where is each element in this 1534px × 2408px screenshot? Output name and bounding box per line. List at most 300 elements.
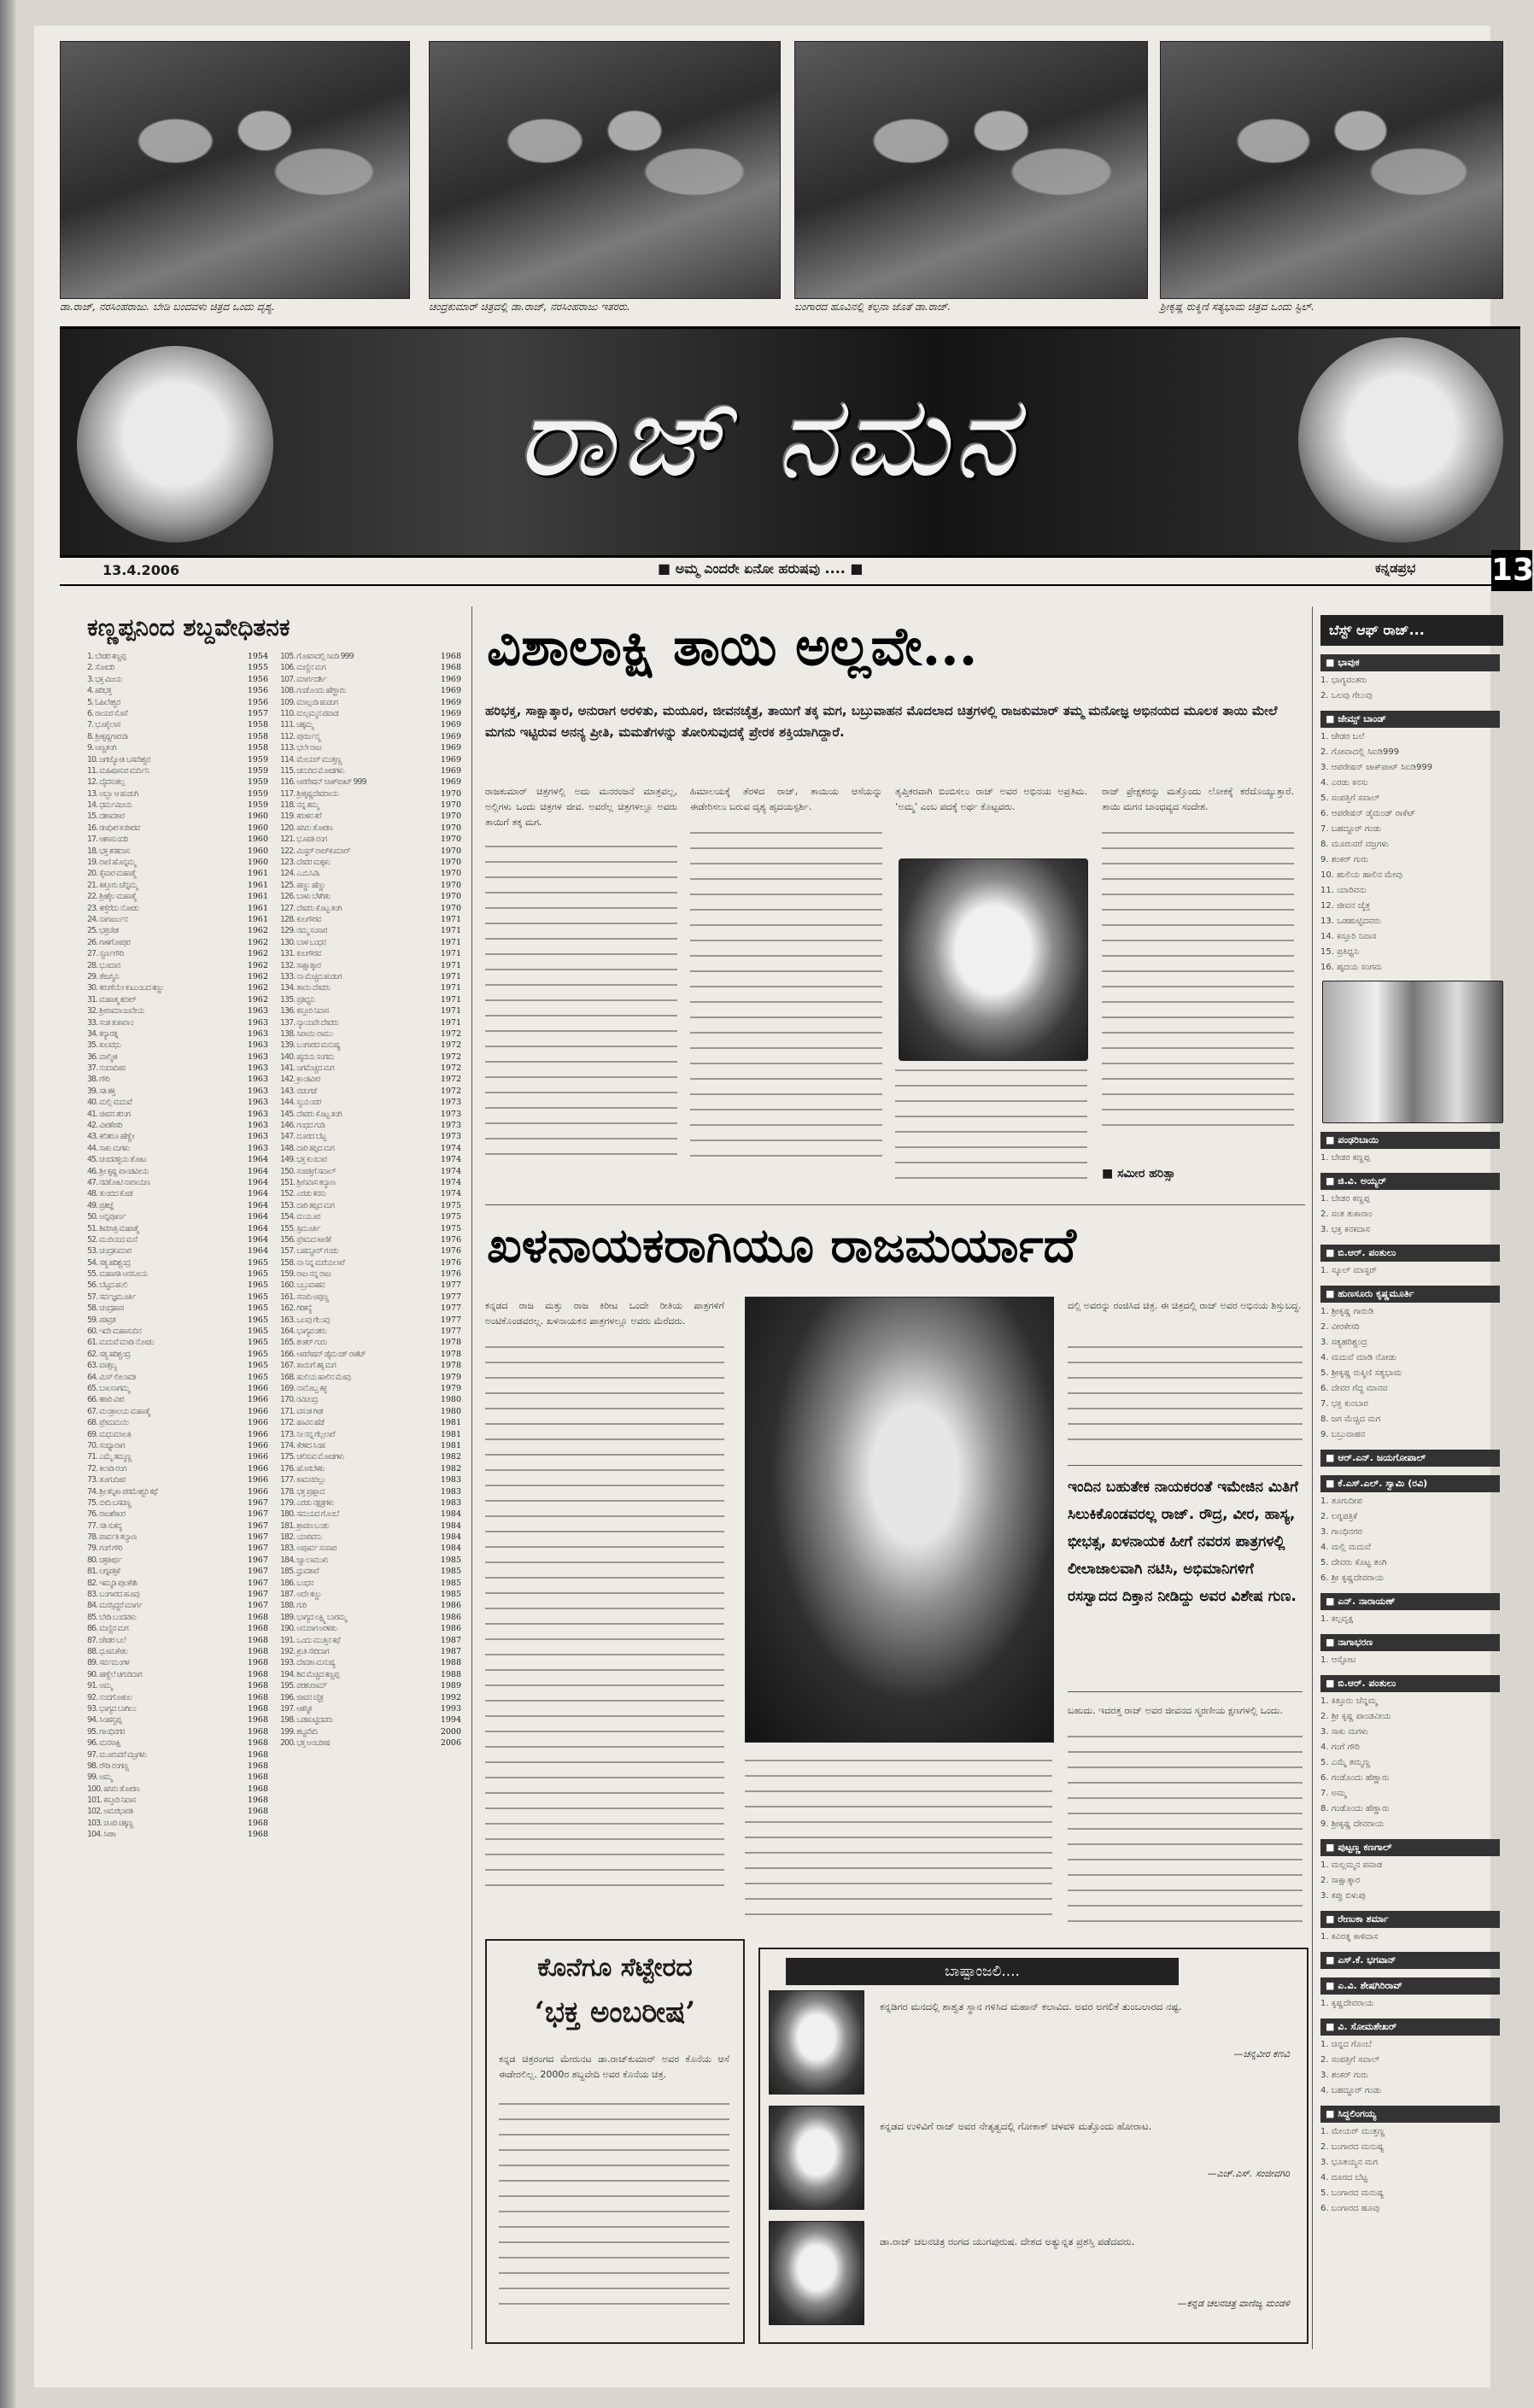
film-entry	[280, 1303, 461, 1314]
film-entry	[87, 1326, 268, 1337]
film-title: 11. ಮಹಿಷಾಸುರ ಮರ್ದಿನಿ	[87, 765, 149, 776]
section-heading: ■ ಬಿ.ಆರ್. ಪಂತುಲು	[1320, 1245, 1500, 1262]
film-year: 1988	[440, 1658, 461, 1668]
film-year: 1961	[247, 914, 268, 924]
film-year: 1988	[440, 1669, 461, 1679]
film-entry	[87, 1303, 268, 1314]
film-year: 1968	[247, 1772, 268, 1783]
film-year: 1969	[440, 731, 461, 741]
film-year: 1982	[440, 1452, 461, 1462]
film-title: 101. ಕಸ್ತೂರಿ ನಿವಾಸ	[87, 1796, 136, 1806]
film-year: 1971	[440, 994, 461, 1005]
film-title: 117. ಶ್ರೀಕೃಷ್ಣದೇವರಾಯ	[280, 788, 338, 799]
film-title: 143. ಬಿಡುಗಡೆ	[280, 1086, 317, 1096]
film-year: 1971	[440, 971, 461, 981]
film-year: 1987	[440, 1635, 461, 1645]
photo-4	[1160, 41, 1503, 299]
section-item: 7. ಬಹದ್ದೂರ್ ಗಂಡು	[1320, 824, 1382, 834]
film-title: 32. ಶ್ರೀರಾಮಾಂಜನೇಯ	[87, 1006, 144, 1017]
film-title: 79. ಗಂಗೆ ಗೌರಿ	[87, 1544, 122, 1554]
film-entry	[87, 1154, 268, 1165]
film-year: 1970	[440, 903, 461, 913]
film-entry	[87, 1463, 268, 1474]
film-title: 78. ಪಾರ್ವತಿ ಕಲ್ಯಾಣ	[87, 1532, 137, 1543]
film-year: 1963	[247, 1017, 268, 1028]
article1-byline: ■ ಸಮೀರ ಹರಿತ್ಸಾ	[1102, 1167, 1176, 1181]
film-title: 90. ಹಣ್ಣೆಲೆ ಚಿಗುರಿದಾಗ	[87, 1669, 142, 1679]
section-item: 5. ಎಮ್ಮೆ ತಮ್ಮಣ್ಣ	[1320, 1758, 1371, 1767]
film-year: 1965	[247, 1338, 268, 1348]
film-title: 48. ತುಂಬಿದ ಕೊಡ	[87, 1189, 132, 1199]
film-title: 194. ಶಿವ ಮೆಚ್ಚಿದ ಕಣ್ಣಪ್ಪ	[280, 1669, 339, 1679]
section-item: 2. ಬಂಗಾರದ ಮನುಷ್ಯ	[1320, 2142, 1385, 2152]
film-entry	[280, 880, 461, 891]
film-title: 178. ಭಕ್ತ ಪ್ರಹ್ಲಾದ	[280, 1486, 325, 1497]
film-title: 197. ಆಕಸ್ಮಿಕ	[280, 1703, 312, 1714]
film-entry	[87, 742, 268, 753]
film-entry	[280, 1292, 461, 1303]
film-title: 42. ವೀರಕೇಸರಿ	[87, 1121, 122, 1131]
section-item: 3. ಕಪ್ಪು ಬಿಳುಪು	[1320, 1891, 1366, 1901]
film-year: 1972	[440, 1040, 461, 1051]
film-year: 1966	[247, 1486, 268, 1497]
film-title: 47. ನವಕೋಟಿ ನಾರಾಯಣ	[87, 1177, 150, 1187]
film-year: 1982	[440, 1463, 461, 1474]
section-item: 9. ಶ್ರೀಕೃಷ್ಣ ದೇವರಾಯ	[1320, 1819, 1385, 1829]
film-entry	[87, 1349, 268, 1360]
film-entry	[87, 1200, 268, 1211]
film-entry	[87, 1692, 268, 1703]
article1-headline: ವಿಶಾಲಾಕ್ಷಿ ತಾಯಿ ಅಲ್ಲವೇ...	[487, 615, 978, 677]
film-year: 1969	[440, 708, 461, 718]
film-entry	[87, 1280, 268, 1291]
film-year: 1968	[247, 1703, 268, 1714]
film-entry	[87, 1761, 268, 1772]
film-entry	[87, 891, 268, 902]
section-item: 1. ಶ್ರೀಕೃಷ್ಣ ಗಾರುಡಿ	[1320, 1307, 1374, 1316]
section-item: 1. ಚಿನ್ನದ ಗೊಂಬೆ	[1320, 2040, 1372, 2049]
film-title: 80. ಚಕ್ರತೀರ್ಥ	[87, 1555, 122, 1565]
film-title: 136. ಕಸ್ತೂರಿ ನಿವಾಸ	[280, 1006, 329, 1017]
film-title: 161. ಸನಾದಿ ಅಪ್ಪಣ್ಣ	[280, 1292, 329, 1302]
section-item: 1. ಕಿತ್ತೂರು ಚೆನ್ನಮ್ಮ	[1320, 1696, 1378, 1706]
film-entry	[87, 1784, 268, 1795]
film-year: 1963	[247, 1052, 268, 1062]
section-item: 2. ಸಂಪತ್ತಿಗೆ ಸವಾಲ್	[1320, 2055, 1379, 2065]
section-item: 6. ಶ್ರೀ ಕೃಷ್ಣದೇವರಾಯ	[1320, 1573, 1385, 1583]
film-year: 1970	[440, 811, 461, 822]
article2-pullquote: ಇಂದಿನ ಬಹುತೇಕ ನಾಯಕರಂತೆ ಇಮೇಜಿನ ಮಿತಿಗೆ ಸಿಲುಕಿಕೊಂಡವರಲ್ಲ ರಾಜ್. ರೌದ್ರ, ವೀರ, ಹಾಸ್ಯ, ಭೀಭತ್ಸ, ಖಳನಾಯಕ ಹೀಗೆ ನವರಸ ಪಾತ್ರಗಳಲ್ಲಿ ಲೀಲಾಜಾಲವಾಗಿ ನಟಿಸಿ, ಅಭಿಮಾನಿಗಳಿಗೆ ರಸಸ್ವಾದದ ದಿಕ್ತಾನ ನೀಡಿದ್ದು ಅವರ ವಿಶೇಷ ಗುಣ.	[1068, 1479, 1298, 1605]
article2-body-1: ಕನ್ನಡದ ರಾಜ ಮತ್ತು ರಾಜ ಕಿರೀಟ ಒಂದೇ ರೀತಿಯ ಪಾತ್ರಗಳಿಗೆ ಅಂಟಿಕೊಂಡವರಲ್ಲ. ಖಳನಾಯಕನ ಪಾತ್ರಗಳಲ್ಲೂ ಅವರು ಮೆರೆದರು.	[485, 1300, 724, 1327]
film-title: 24. ನಾಗಾರ್ಜುನ	[87, 914, 127, 924]
film-title: 170. ರವಿಚಂದ್ರ	[280, 1395, 318, 1405]
film-entry	[87, 1772, 268, 1783]
section-item: 1. ಬೇಡರ ಕಣ್ಣಪ್ಪ	[1320, 1194, 1370, 1204]
section-item: 3. ಭಕ್ತ ಕನಕದಾಸ	[1320, 1225, 1370, 1234]
box1-title-line1: ಕೊನೆಗೂ ಸೆಟ್ಟೇರದ	[537, 1953, 693, 1983]
section-item: 1. ಭಾಗ್ಯವಂತರು	[1320, 676, 1367, 685]
film-title: 6. ರಾಯರ ಸೊಸೆ	[87, 708, 127, 718]
film-year: 1967	[247, 1555, 268, 1565]
film-year: 1977	[440, 1327, 461, 1337]
film-year: 1965	[247, 1292, 268, 1302]
film-entry	[87, 1818, 268, 1829]
film-entry	[280, 1143, 461, 1154]
film-year: 1967	[247, 1532, 268, 1543]
best-of-raj-section	[1320, 2106, 1500, 2217]
film-title: 72. ಕಿಲಾಡಿ ರಂಗ	[87, 1463, 126, 1474]
film-title: 172. ಹಾವಿನ ಹೆಡೆ	[280, 1418, 324, 1428]
pullquote-rule-top	[1068, 1465, 1303, 1466]
film-title: 149. ಭಕ್ತ ಕುಂಬಾರ	[280, 1155, 327, 1165]
film-year: 1966	[247, 1395, 268, 1405]
film-title: 150. ಸಂಪತ್ತಿಗೆ ಸವಾಲ್	[280, 1166, 336, 1176]
film-title: 110. ಮಲ್ಲಮ್ಮನ ಪವಾಡ	[280, 708, 338, 718]
film-entry	[280, 1520, 461, 1532]
box1-body: ಕನ್ನಡ ಚಿತ್ರರಂಗದ ಮೇರುನಟ ಡಾ.ರಾಜ್‌ಕುಮಾರ್ ಅವರ ಕೊನೆಯ ಆಸೆ ಈಡೇರಲಿಲ್ಲ. 2000ರ ಶಬ್ದವೇದಿ ಅವರ ಕೊನೆಯ ಚಿತ್ರ.	[499, 2054, 729, 2080]
filmography-column-2	[280, 651, 461, 1749]
film-year: 1967	[247, 1567, 268, 1577]
film-entry	[87, 1612, 268, 1623]
film-title: 102. ಅಮರಭಾರತಿ	[87, 1807, 133, 1817]
film-title: 167. ತಾಯಿಗೆ ತಕ್ಕ ಮಗ	[280, 1361, 336, 1371]
film-title: 29. ತೇಜಸ್ವಿನಿ	[87, 971, 119, 981]
film-entry	[280, 1692, 461, 1703]
film-entry	[87, 1657, 268, 1668]
film-entry	[87, 846, 268, 857]
film-entry	[280, 674, 461, 685]
article1-body-2: ಹಿಮಾಲಯಕ್ಕೆ ತೆರಳಿದ ರಾಜ್, ತಾಯಿಯ ಆಸೆಯನ್ನು ಈಡೇರಿಸಲು ಬರುವ ದೃಶ್ಯ ಹೃದಯಸ್ಪರ್ಶಿ.	[690, 786, 882, 812]
film-year: 1962	[247, 971, 268, 981]
film-year: 1963	[247, 1028, 268, 1039]
film-title: 176. ಹೊಸಬೆಳಕು	[280, 1463, 325, 1474]
film-title: 189. ಭಾಗ್ಯದ ಲಕ್ಷ್ಮಿ ಬಾರಮ್ಮ	[280, 1612, 347, 1622]
film-title: 64. ಮಿಸ್ ಲೀಲಾವತಿ	[87, 1372, 136, 1382]
tribute-title: ಬಾಷ್ಪಾಂಜಲಿ....	[786, 1958, 1179, 1985]
film-title: 54. ಸತ್ಯ ಹರಿಶ್ಚಂದ್ರ	[87, 1257, 131, 1268]
film-entry	[280, 914, 461, 925]
section-heading: ■ ಎಸ್.ಕೆ. ಭಗವಾನ್	[1320, 1952, 1500, 1969]
film-title: 2. ಸೋದರಿ	[87, 663, 114, 673]
film-entry	[280, 925, 461, 936]
film-entry	[87, 960, 268, 971]
film-year: 1964	[247, 1234, 268, 1245]
film-entry	[87, 1429, 268, 1440]
film-year: 1971	[440, 960, 461, 970]
film-entry	[87, 1005, 268, 1017]
film-year: 1963	[247, 1143, 268, 1153]
film-year: 1958	[247, 720, 268, 730]
film-title: 107. ಮಾರ್ಗದರ್ಶಿ	[280, 674, 326, 684]
film-year: 1971	[440, 914, 461, 924]
film-year: 1965	[247, 1361, 268, 1371]
film-year: 1964	[247, 1223, 268, 1233]
film-title: 31. ಮಹಾತ್ಮ ಕಬೀರ್	[87, 994, 136, 1005]
film-entry	[280, 1680, 461, 1691]
film-entry	[87, 834, 268, 845]
film-year: 1972	[440, 1052, 461, 1062]
film-year: 1965	[247, 1327, 268, 1337]
film-title: 13. ಅಬ್ಬಾ ಆ ಹುಡುಗಿ	[87, 788, 138, 799]
film-entry	[87, 982, 268, 993]
section-item: 1. ಬೇಡರ ಕಣ್ಣಪ್ಪ	[1320, 1153, 1370, 1163]
section-item: 1. ಜೇಡರ ಬಲೆ	[1320, 732, 1365, 741]
film-year: 1970	[440, 869, 461, 879]
film-entry	[280, 1406, 461, 1417]
section-item: 4. ಗಂಗೆ ಗೌರಿ	[1320, 1743, 1360, 1752]
article2-body-2: ದಲ್ಲಿ ಅವರನ್ನು ರಂಜಿಸಿದ ಚಿತ್ರ. ಈ ಚಿತ್ರದಲ್ಲಿ ರಾಜ್ ಅವರ ಅಭಿನಯ ಶಿಸ್ತುಬದ್ಧ.	[1068, 1300, 1302, 1311]
film-year: 1972	[440, 1075, 461, 1085]
film-title: 41. ಜೀವನ ತರಂಗ	[87, 1109, 131, 1119]
film-title: 81. ಲಗ್ನಪತ್ರಿಕೆ	[87, 1567, 120, 1577]
film-year: 1975	[440, 1200, 461, 1210]
section-item: 1. ಮಲ್ಲಮ್ಮನ ಪವಾಡ	[1320, 1860, 1383, 1870]
film-year: 1964	[247, 1177, 268, 1187]
film-year: 1960	[247, 835, 268, 845]
film-entry	[280, 1188, 461, 1199]
film-year: 1984	[440, 1532, 461, 1543]
film-entry	[280, 1017, 461, 1028]
film-entry	[87, 1406, 268, 1417]
film-title: 92. ನಂದಗೋಕುಲ	[87, 1692, 132, 1702]
film-entry	[87, 1440, 268, 1451]
film-title: 132. ಸಾಕ್ಷಾತ್ಕಾರ	[280, 960, 320, 970]
section-item: 1. ತೂಗುದೀಪ	[1320, 1497, 1362, 1506]
film-title: 83. ಬಂಗಾರದ ಹೂವು	[87, 1590, 139, 1600]
section-item: 15. ಪ್ರತಿಧ್ವನಿ	[1320, 947, 1360, 957]
film-year: 1959	[247, 788, 268, 799]
film-year: 1970	[440, 788, 461, 799]
section-item: 9. ಶಂಕರ್ ಗುರು	[1320, 855, 1368, 864]
film-title: 40. ಮಲ್ಲಿ ಮದುವೆ	[87, 1098, 132, 1108]
film-title: 100. ಹಸಿರು ತೋರಣ	[87, 1784, 139, 1794]
film-entry	[280, 1463, 461, 1474]
film-title: 121. ಭೂಪತಿ ರಂಗ	[280, 835, 327, 845]
tribute-quote-3: ಡಾ.ರಾಜ್ ಚಲನಚಿತ್ರ ರಂಗದ ಯುಗಪುರುಷ. ದೇಶದ ಅತ್ಯುನ್ನತ ಪ್ರಶಸ್ತಿ ಪಡೆದವರು.	[880, 2235, 1135, 2247]
film-title: 120. ಹಸಿರು ತೋರಣ	[280, 823, 332, 833]
film-entry	[280, 1566, 461, 1577]
section-item: 10. ಹುಲಿಯ ಹಾಲಿನ ಮೇವು	[1320, 870, 1402, 880]
film-title: 25. ಭಕ್ತಚೇತ	[87, 926, 119, 936]
film-year: 1976	[440, 1234, 461, 1245]
film-title: 34. ಕನ್ಯಾರತ್ನ	[87, 1028, 118, 1039]
film-entry	[280, 1726, 461, 1737]
film-title: 77. ಸತಿ ಸುಕನ್ಯ	[87, 1520, 122, 1531]
film-entry	[87, 1669, 268, 1680]
film-year: 1977	[440, 1304, 461, 1314]
film-year: 1958	[247, 731, 268, 741]
film-entry	[280, 1040, 461, 1051]
film-year: 1955	[247, 663, 268, 673]
film-title: 130. ಬಾಳ ಬಂಧನ	[280, 937, 326, 947]
film-entry	[280, 1486, 461, 1497]
film-entry	[280, 1657, 461, 1668]
article2-text-lines-3	[1068, 1346, 1303, 1454]
column-rule-right	[1312, 606, 1313, 2349]
film-title: 10. ಜಗಜ್ಯೋತಿ ಬಸವೇಶ್ವರ	[87, 754, 150, 765]
tribute-signature-3: —ಕನ್ನಡ ಚಲನಚಿತ್ರ ವಾಣಿಜ್ಯ ಮಂಡಳಿ	[1177, 2298, 1290, 2309]
film-title: 28. ಭೂದಾನ	[87, 960, 120, 970]
film-year: 1968	[247, 1658, 268, 1668]
film-entry	[280, 1578, 461, 1589]
film-title: 8. ಶ್ರೀಕೃಷ್ಣಗಾರುಡಿ	[87, 731, 128, 741]
film-entry	[280, 1635, 461, 1646]
section-heading: ■ ಪುಟ್ಟಣ್ಣ ಕಣಗಾಲ್	[1320, 1839, 1500, 1856]
film-entry	[280, 1497, 461, 1509]
film-entry	[87, 1726, 268, 1737]
film-entry	[280, 948, 461, 959]
film-entry	[280, 960, 461, 971]
film-year: 1962	[247, 983, 268, 993]
film-entry	[280, 994, 461, 1005]
film-year: 1970	[440, 823, 461, 833]
tribute-quote-2: ಕನ್ನಡದ ಉಳಿವಿಗೆ ರಾಜ್ ಅವರ ನೇತೃತ್ವದಲ್ಲಿ ಗೋಕಾಕ್ ಚಳವಳಿ ಮತ್ತೊಂದು ಹೋರಾಟ.	[880, 2120, 1152, 2132]
film-entry	[280, 719, 461, 730]
film-year: 1980	[440, 1406, 461, 1416]
film-entry	[280, 731, 461, 742]
film-year: 1965	[247, 1372, 268, 1382]
film-entry	[87, 685, 268, 696]
film-entry	[87, 994, 268, 1005]
film-title: 75. ಬೀದಿ ಬಸವಣ್ಣ	[87, 1497, 132, 1508]
film-title: 140. ಹೃದಯ ಸಂಗಮ	[280, 1052, 334, 1062]
film-title: 68. ಪ್ರೇಮಮಯಿ	[87, 1418, 129, 1428]
film-entry	[87, 1635, 268, 1646]
film-entry	[280, 765, 461, 776]
film-year: 1965	[247, 1280, 268, 1291]
film-title: 4. ಹರಿಭಕ್ತ	[87, 686, 112, 696]
film-year: 1975	[440, 1223, 461, 1233]
film-entry	[280, 800, 461, 811]
section-item: 5. ಸಂಪತ್ತಿಗೆ ಸವಾಲ್	[1320, 794, 1379, 803]
film-year: 1973	[440, 1132, 461, 1142]
film-entry	[87, 1520, 268, 1532]
photo-2	[429, 41, 781, 299]
film-entry	[87, 1177, 268, 1188]
film-entry	[280, 1005, 461, 1017]
film-year: 1960	[247, 811, 268, 822]
film-entry	[87, 1543, 268, 1554]
banner-portrait-left	[77, 346, 273, 542]
film-title: 195. ಪರಶುರಾಮ್	[280, 1681, 327, 1691]
film-entry	[87, 903, 268, 914]
section-heading: ■ ಎ.ವಿ. ಶೇಷಗಿರಿರಾವ್	[1320, 1977, 1500, 1995]
film-entry	[87, 1097, 268, 1108]
film-entry	[280, 1383, 461, 1394]
film-year: 1960	[247, 858, 268, 868]
film-year: 1959	[247, 754, 268, 765]
film-year: 1963	[247, 1006, 268, 1017]
film-year: 1983	[440, 1486, 461, 1497]
film-title: 129. ನಮ್ಮ ಸಂಸಾರ	[280, 926, 327, 936]
film-year: 1963	[247, 1109, 268, 1119]
film-year: 1966	[247, 1418, 268, 1428]
film-year: 1976	[440, 1257, 461, 1268]
film-title: 61. ಮದುವೆ ಮಾಡಿ ನೋಡು	[87, 1338, 154, 1348]
film-year: 1985	[440, 1567, 461, 1577]
film-title: 182. ಯಾರಿವನು	[280, 1532, 322, 1543]
film-year: 1970	[440, 892, 461, 902]
film-entry	[280, 1451, 461, 1462]
film-year: 1966	[247, 1429, 268, 1439]
article1-body-4: ರಾಜ್ ಪ್ರೇಕ್ಷಕರನ್ನು ಮತ್ತೊಂದು ಲೋಕಕ್ಕೆ ಕರೆದೊಯ್ಯುತ್ತಾರೆ. ತಾಯಿ ಮಗನ ಬಾಂಧವ್ಯದ ಸಂದೇಶ.	[1102, 786, 1294, 812]
film-entry	[280, 1131, 461, 1142]
film-year: 1958	[247, 743, 268, 753]
film-title: 108. ಗಂಡೊಂದು ಹೆಣ್ಣಾರು	[280, 686, 346, 696]
film-year: 1959	[247, 800, 268, 811]
film-year: 1971	[440, 926, 461, 936]
section-item: 6. ಗಂಡೊಂದು ಹೆಣ್ಣಾರು	[1320, 1773, 1390, 1783]
film-title: 98. ರೌಡಿ ರಂಗಣ್ಣ	[87, 1761, 129, 1771]
film-title: 186. ಬಂಧನ	[280, 1578, 313, 1588]
section-item: 1. ಕೃಷ್ಣದೇವರಾಯ	[1320, 1999, 1374, 2008]
banner-title: ರಾಜ್ ನಮನ	[517, 372, 1021, 501]
film-entry	[280, 1166, 461, 1177]
film-entry	[280, 1109, 461, 1120]
film-title: 20. ಕೈವಾರ ಮಹಾತ್ಮೆ	[87, 869, 136, 879]
film-entry	[87, 1474, 268, 1485]
film-year: 1965	[247, 1257, 268, 1268]
film-title: 69. ಮಧುಮಾಲತಿ	[87, 1429, 131, 1439]
photo-caption-1: ಡಾ.ರಾಜ್, ನರಸಿಂಹರಾಜು. ಬೇಡಿ ಬಂದವಳು ಚಿತ್ರದ ಒಂದು ದೃಶ್ಯ.	[60, 301, 275, 313]
film-year: 1970	[440, 880, 461, 890]
film-year: 1992	[440, 1692, 461, 1702]
section-item: 2. ಸಂತ ತುಕಾರಾಂ	[1320, 1210, 1373, 1219]
film-year: 1966	[247, 1406, 268, 1416]
film-title: 22. ಶ್ರೀಶೈಲ ಮಹಾತ್ಮೆ	[87, 892, 136, 902]
film-entry	[280, 1223, 461, 1234]
film-entry	[280, 846, 461, 857]
film-title: 187. ಅದೇ ಕಣ್ಣು	[280, 1590, 322, 1600]
best-of-raj-section	[1320, 1675, 1500, 1832]
film-title: 127. ದೇವರು ಕೊಟ್ಟ ತಂಗಿ	[280, 903, 342, 913]
film-year: 1977	[440, 1315, 461, 1325]
film-entry	[280, 1543, 461, 1554]
film-year: 1967	[247, 1520, 268, 1531]
film-title: 26. ಗಾಳಿಗೋಪುರ	[87, 937, 130, 947]
film-year: 1956	[247, 686, 268, 696]
filmography-title: ಕಣ್ಣಪ್ಪನಿಂದ ಶಬ್ದವೇಧಿತನಕ	[87, 613, 290, 642]
film-year: 1962	[247, 949, 268, 959]
film-title: 91. ಅಮ್ಮ	[87, 1681, 112, 1691]
film-title: 122. ಮಿಸ್ಟರ್ ರಾಜ್‌ಕುಮಾರ್	[280, 846, 350, 856]
film-year: 1966	[247, 1475, 268, 1485]
tribute-quote-1: ಕನ್ನಡಿಗರ ಮನದಲ್ಲಿ ಶಾಶ್ವತ ಸ್ಥಾನ ಗಳಿಸಿದ ಮಹಾನ್ ಕಲಾವಿದ. ಅವರ ಅಗಲಿಕೆ ತುಂಬಲಾರದ ನಷ್ಟ.	[880, 2001, 1182, 2013]
article1-text-lines-1	[485, 846, 677, 1169]
film-entry	[87, 1600, 268, 1611]
film-year: 1968	[247, 1807, 268, 1817]
film-title: 174. ಕೆರಳಿದ ಸಿಂಹ	[280, 1440, 325, 1450]
film-year: 1967	[247, 1544, 268, 1554]
film-title: 109. ಮಾಲ್ಗುಡಿ ಹುಡುಗ	[280, 697, 338, 707]
film-year: 1974	[440, 1166, 461, 1176]
film-year: 1986	[440, 1624, 461, 1634]
film-entry	[87, 1646, 268, 1657]
film-entry	[280, 1211, 461, 1222]
film-entry	[280, 1623, 461, 1634]
film-title: 84. ಮನಸ್ಸಿದ್ದರೆ ಮಾರ್ಗ	[87, 1601, 143, 1611]
film-entry	[280, 1177, 461, 1188]
film-year: 1969	[440, 686, 461, 696]
section-item: 7. ಭಕ್ತ ಕುಂಬಾರ	[1320, 1399, 1368, 1409]
film-entry	[280, 1234, 461, 1245]
film-title: 138. ಸಿಪಾಯಿ ರಾಮು	[280, 1028, 333, 1039]
section-item: 3. ಗಾಂಧಿನಗರ	[1320, 1527, 1362, 1537]
film-title: 39. ಸತಿ ಶಕ್ತಿ	[87, 1086, 115, 1096]
film-title: 119. ಕರುಳಿನ ಕರೆ	[280, 811, 321, 822]
section-item: 4. ಬಹದ್ದೂರ್ ಗಂಡು	[1320, 2086, 1382, 2095]
film-title: 124. ಎ.ಬಿ.ಸಿ.ಡಿ.	[280, 869, 320, 879]
